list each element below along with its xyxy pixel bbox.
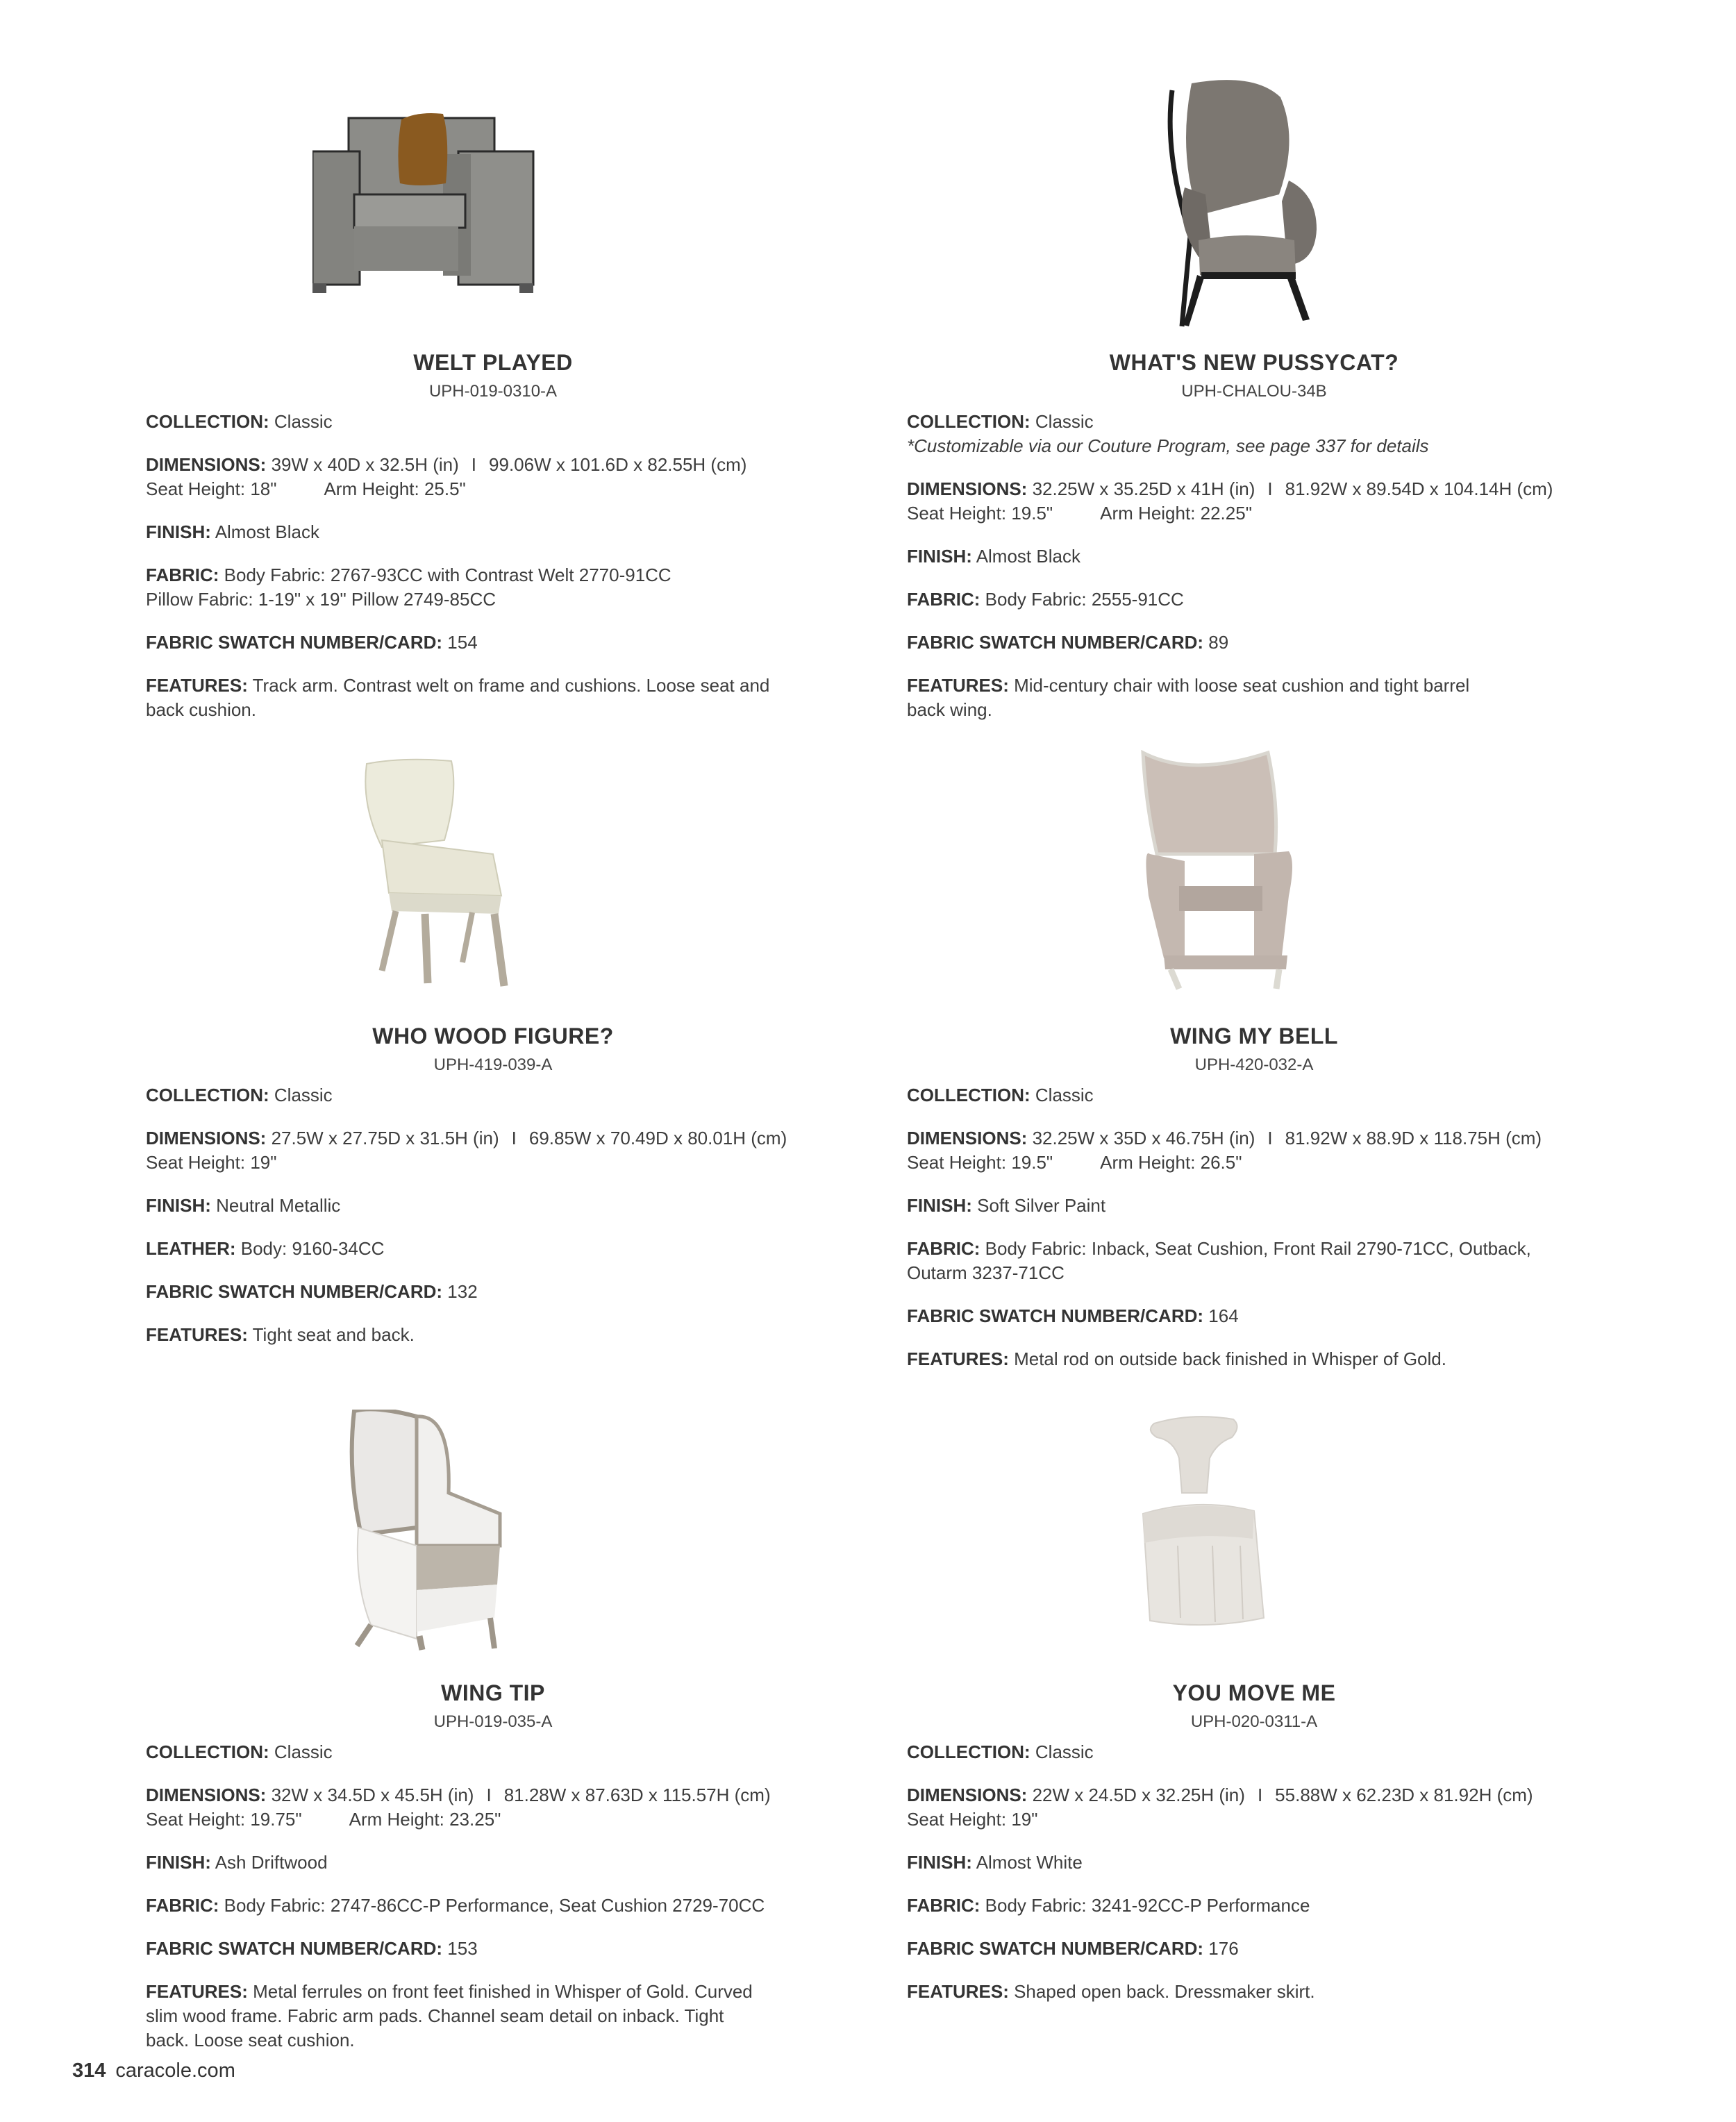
you-move-me-chair-image [1115, 1410, 1407, 1653]
armchair-illustration [312, 90, 604, 319]
fabric-label: FABRIC: [146, 1895, 219, 1916]
leather-value: Body: 9160-34CC [240, 1238, 385, 1259]
dimensions-cm: 81.92W x 89.54D x 104.14H (cm) [1285, 478, 1553, 499]
finish-label: FINISH: [907, 1195, 972, 1216]
collection-value: Classic [274, 411, 333, 432]
fabric-value: Body Fabric: 2747-86CC-P Performance, Seat Cushion 2729-70CC [224, 1895, 765, 1916]
features-value-line2: back wing. [907, 699, 992, 720]
dimensions-cm: 55.88W x 62.23D x 81.92H (cm) [1275, 1785, 1533, 1805]
swatch-value: 176 [1208, 1938, 1239, 1959]
features-label: FEATURES: [146, 675, 248, 696]
leather-label: LEATHER: [146, 1238, 236, 1259]
fabric-value: Body Fabric: 3241-92CC-P Performance [985, 1895, 1310, 1916]
finish-label: FINISH: [146, 521, 211, 542]
dimensions-label: DIMENSIONS: [146, 454, 267, 475]
couture-note: *Customizable via our Couture Program, see page 337 for details [907, 435, 1429, 456]
finish-value: Soft Silver Paint [977, 1195, 1106, 1216]
klismos-chair-illustration [312, 750, 604, 993]
dimensions-separator: I [1267, 478, 1273, 499]
swatch-label: FABRIC SWATCH NUMBER/CARD: [146, 1938, 443, 1959]
features-value: Tight seat and back. [252, 1324, 415, 1345]
swatch-value: 153 [447, 1938, 478, 1959]
features-label: FEATURES: [907, 1348, 1009, 1369]
product-code: UPH-020-0311-A [1190, 1712, 1318, 1731]
dimensions-inches: 32.25W x 35D x 46.75H (in) [1032, 1128, 1255, 1148]
product-code: UPH-019-035-A [433, 1712, 553, 1731]
dimensions-inches: 22W x 24.5D x 32.25H (in) [1032, 1785, 1245, 1805]
fabric-label: FABRIC: [146, 565, 219, 585]
product-code: UPH-019-0310-A [428, 382, 558, 401]
finish-value: Almost White [976, 1852, 1083, 1873]
collection-label: COLLECTION: [146, 1085, 269, 1105]
collection-label: COLLECTION: [907, 1741, 1030, 1762]
skirted-vanity-chair-illustration [1115, 1410, 1407, 1653]
product-specs [146, 410, 840, 741]
finish-value: Neutral Metallic [216, 1195, 341, 1216]
product-code: UPH-420-032-A [1194, 1055, 1314, 1074]
swatch-label: FABRIC SWATCH NUMBER/CARD: [146, 632, 443, 653]
fabric-label: FABRIC: [907, 589, 980, 610]
collection-value: Classic [274, 1741, 333, 1762]
swatch-value: 164 [1208, 1305, 1239, 1326]
swatch-label: FABRIC SWATCH NUMBER/CARD: [146, 1281, 443, 1302]
features-label: FEATURES: [907, 675, 1009, 696]
seat-height: Seat Height: 19.75" [146, 1809, 302, 1830]
welt-played-chair-image [312, 90, 604, 319]
dimensions-separator: I [1257, 1785, 1263, 1805]
product-title: WING TIP [441, 1680, 545, 1705]
product-title: YOU MOVE ME [1172, 1680, 1336, 1705]
wing-chair-illustration [1115, 750, 1407, 993]
fabric-value-line2: Outarm 3237-71CC [907, 1262, 1065, 1283]
whats-new-pussycat-chair-image [1115, 76, 1407, 333]
seat-height: Seat Height: 19" [146, 1152, 277, 1173]
who-wood-figure-chair-image [312, 750, 604, 993]
dimensions-label: DIMENSIONS: [146, 1128, 267, 1148]
seat-height: Seat Height: 19.5" [907, 1152, 1053, 1173]
dimensions-label: DIMENSIONS: [907, 478, 1028, 499]
dimensions-label: DIMENSIONS: [146, 1785, 267, 1805]
product-specs [146, 1083, 840, 1366]
fabric-value: Body Fabric: Inback, Seat Cushion, Front Rail 2790-71CC, Outback, [985, 1238, 1531, 1259]
wing-my-bell-chair-image [1115, 750, 1407, 993]
dimensions-label: DIMENSIONS: [907, 1785, 1028, 1805]
features-value-line3: back. Loose seat cushion. [146, 2030, 355, 2050]
product-code: UPH-419-039-A [433, 1055, 553, 1074]
product-code: UPH-CHALOU-34B [1181, 382, 1327, 401]
features-value: Track arm. Contrast welt on frame and cushions. Loose seat and [252, 675, 770, 696]
seat-height: Seat Height: 18" [146, 478, 277, 499]
wing-tip-chair-image [312, 1410, 604, 1653]
features-label: FEATURES: [146, 1324, 248, 1345]
features-value: Shaped open back. Dressmaker skirt. [1014, 1981, 1315, 2002]
finish-value: Almost Black [215, 521, 319, 542]
dimensions-inches: 27.5W x 27.75D x 31.5H (in) [271, 1128, 499, 1148]
finish-label: FINISH: [146, 1195, 211, 1216]
page-number: 314 [72, 2060, 106, 2082]
product-title: WHAT'S NEW PUSSYCAT? [1109, 350, 1399, 375]
seat-height: Seat Height: 19.5" [907, 503, 1053, 524]
dimensions-separator: I [471, 454, 477, 475]
product-specs [146, 1740, 840, 2071]
arm-height: Arm Height: 26.5" [1100, 1152, 1242, 1173]
product-specs [907, 1083, 1601, 1390]
dimensions-separator: I [511, 1128, 517, 1148]
features-value-line2: slim wood frame. Fabric arm pads. Channel seam detail on inback. Tight [146, 2005, 724, 2026]
features-value-line2: back cushion. [146, 699, 256, 720]
fabric-label: FABRIC: [907, 1895, 980, 1916]
features-value: Metal rod on outside back finished in Whisper of Gold. [1014, 1348, 1446, 1369]
dimensions-cm: 99.06W x 101.6D x 82.55H (cm) [489, 454, 747, 475]
finish-label: FINISH: [907, 546, 972, 567]
product-title: WHO WOOD FIGURE? [372, 1024, 614, 1049]
collection-label: COLLECTION: [146, 1741, 269, 1762]
product-specs [907, 410, 1601, 741]
fabric-value: Body Fabric: 2555-91CC [985, 589, 1184, 610]
swatch-label: FABRIC SWATCH NUMBER/CARD: [907, 632, 1204, 653]
fabric-value: Body Fabric: 2767-93CC with Contrast Welt 2770-91CC [224, 565, 671, 585]
swatch-value: 154 [447, 632, 478, 653]
dimensions-inches: 32.25W x 35.25D x 41H (in) [1032, 478, 1255, 499]
swatch-label: FABRIC SWATCH NUMBER/CARD: [907, 1305, 1204, 1326]
dimensions-inches: 39W x 40D x 32.5H (in) [271, 454, 459, 475]
features-label: FEATURES: [146, 1981, 248, 2002]
features-value: Metal ferrules on front feet finished in Whisper of Gold. Curved [253, 1981, 753, 2002]
finish-value: Almost Black [976, 546, 1080, 567]
dimensions-cm: 81.28W x 87.63D x 115.57H (cm) [503, 1785, 771, 1805]
dimensions-cm: 69.85W x 70.49D x 80.01H (cm) [528, 1128, 787, 1148]
dimensions-separator: I [1267, 1128, 1273, 1148]
fabric-value-line2: Pillow Fabric: 1-19" x 19" Pillow 2749-85CC [146, 589, 496, 610]
collection-label: COLLECTION: [146, 411, 269, 432]
wingback-chair-illustration [1115, 76, 1407, 333]
dimensions-separator: I [486, 1785, 492, 1805]
fabric-label: FABRIC: [907, 1238, 980, 1259]
finish-label: FINISH: [146, 1852, 211, 1873]
collection-value: Classic [1035, 1085, 1094, 1105]
arm-height: Arm Height: 22.25" [1100, 503, 1252, 524]
seat-height: Seat Height: 19" [907, 1809, 1038, 1830]
product-specs [907, 1740, 1601, 2023]
arm-height: Arm Height: 25.5" [324, 478, 466, 499]
swatch-label: FABRIC SWATCH NUMBER/CARD: [907, 1938, 1204, 1959]
swatch-value: 89 [1208, 632, 1229, 653]
collection-label: COLLECTION: [907, 411, 1030, 432]
product-title: WELT PLAYED [413, 350, 573, 375]
collection-value: Classic [274, 1085, 333, 1105]
collection-label: COLLECTION: [907, 1085, 1030, 1105]
dimensions-inches: 32W x 34.5D x 45.5H (in) [271, 1785, 474, 1805]
product-title: WING MY BELL [1170, 1024, 1338, 1049]
finish-label: FINISH: [907, 1852, 972, 1873]
features-value: Mid-century chair with loose seat cushion and tight barrel [1014, 675, 1470, 696]
site-link[interactable]: caracole.com [115, 2060, 235, 2082]
wingback-tufted-chair-illustration [312, 1410, 604, 1653]
collection-value: Classic [1035, 411, 1094, 432]
dimensions-label: DIMENSIONS: [907, 1128, 1028, 1148]
finish-value: Ash Driftwood [215, 1852, 328, 1873]
collection-value: Classic [1035, 1741, 1094, 1762]
features-label: FEATURES: [907, 1981, 1009, 2002]
swatch-value: 132 [447, 1281, 478, 1302]
dimensions-cm: 81.92W x 88.9D x 118.75H (cm) [1285, 1128, 1542, 1148]
page-footer [72, 2060, 235, 2082]
arm-height: Arm Height: 23.25" [349, 1809, 501, 1830]
